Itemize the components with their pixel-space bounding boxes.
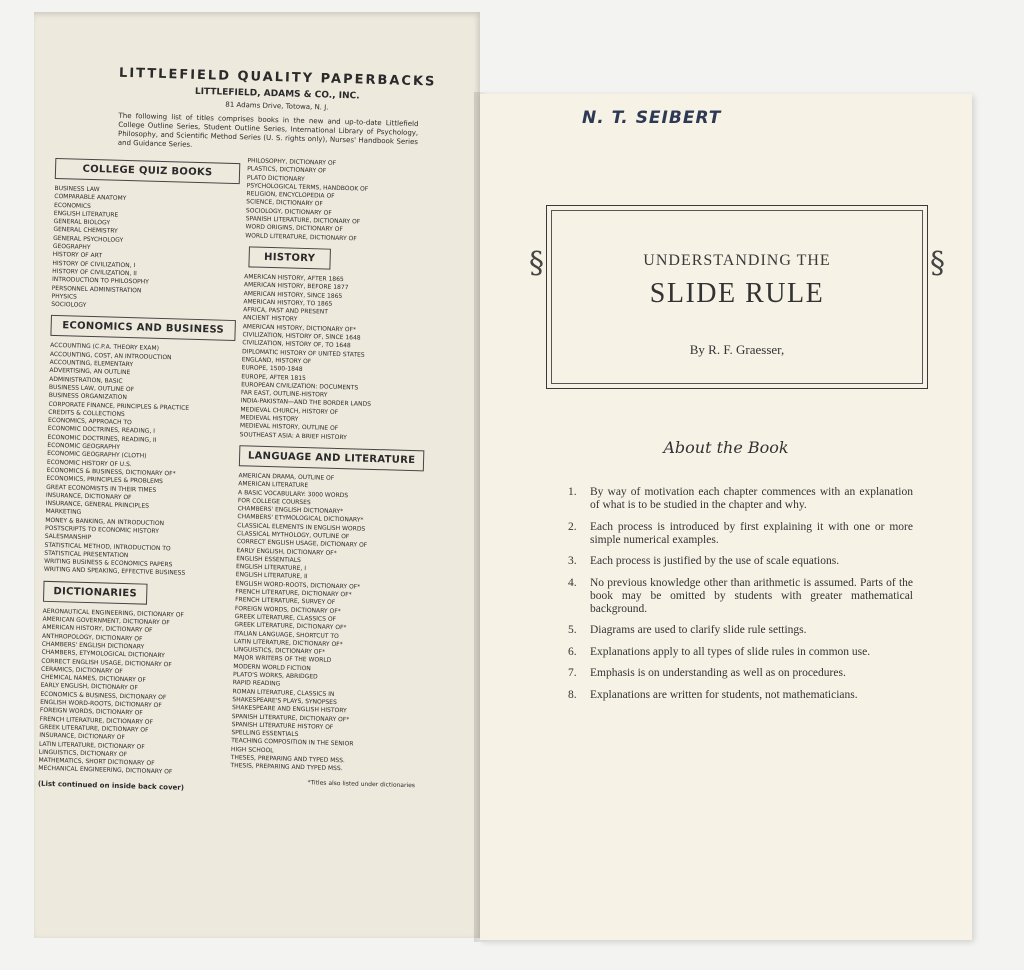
list-history bbox=[240, 273, 430, 444]
list-item: MARKETING bbox=[45, 508, 82, 517]
list-item: AMERICAN HISTORY, SINCE 1865 bbox=[243, 289, 343, 300]
title-line-1: UNDERSTANDING THE bbox=[643, 252, 831, 269]
list-item bbox=[568, 521, 913, 547]
list-item: GEOGRAPHY bbox=[52, 243, 91, 252]
list-item: LINGUISTICS, DICTIONARY OF bbox=[38, 748, 128, 759]
list-item: MAJOR WRITERS OF THE WORLD bbox=[233, 654, 332, 665]
list-item: ECONOMICS & BUSINESS, DICTIONARY OF bbox=[40, 690, 167, 702]
catalog-brand: LITTLEFIELD QUALITY PAPERBACKS bbox=[118, 65, 437, 90]
list-item: AMERICAN HISTORY, DICTIONARY OF bbox=[42, 624, 153, 635]
list-item: FRENCH LITERATURE, DICTIONARY OF* bbox=[235, 588, 352, 599]
catalog-intro: The following list of titles comprises books in the new and up-to-date Littlefield College Outline Series, Student Outline Series, International Library of Psychology, Philosophy, and Scientific Method Series (U. S. rights only), Nurses' Handbook Series and Guidance Series. bbox=[117, 111, 419, 149]
list-item: SPELLING ESSENTIALS bbox=[231, 729, 299, 739]
list-item: FAR EAST, OUTLINE-HISTORY bbox=[240, 389, 328, 399]
title-frame bbox=[529, 205, 945, 389]
list-item bbox=[568, 667, 913, 680]
point-text: Each process is justified by the use of scale equations. bbox=[590, 555, 840, 567]
about-points bbox=[568, 486, 913, 710]
list-item: PLASTICS, DICTIONARY OF bbox=[247, 165, 327, 175]
list-item: ANCIENT HISTORY bbox=[242, 314, 298, 324]
list-item: CHEMICAL NAMES, DICTIONARY OF bbox=[40, 673, 146, 684]
list-item: GREEK LITERATURE, CLASSICS OF bbox=[234, 613, 337, 623]
list-item: CORPORATE FINANCE, PRINCIPLES & PRACTICE bbox=[48, 400, 190, 412]
list-item: BUSINESS ORGANIZATION bbox=[48, 392, 127, 402]
flourish-left-icon: § bbox=[529, 246, 544, 281]
list-item: INTRODUCTION TO PHILOSOPHY bbox=[51, 276, 149, 286]
point-text: By way of motivation each chapter commences with an explanation of what is to be studied in the chapter and why. bbox=[590, 486, 913, 511]
list-item: HISTORY OF ART bbox=[52, 251, 103, 260]
list-item: WORD ORIGINS, DICTIONARY OF bbox=[245, 223, 343, 234]
list-economics bbox=[44, 342, 235, 579]
list-item: AMERICAN DRAMA, OUTLINE OF bbox=[238, 472, 335, 482]
list-item: ENGLISH LITERATURE, I bbox=[235, 563, 307, 573]
list-item: PLATO'S WORKS, ABRIDGED bbox=[232, 671, 318, 681]
list-item: ADMINISTRATION, BASIC bbox=[49, 375, 123, 385]
list-item: POSTSCRIPTS TO ECONOMIC HISTORY bbox=[44, 524, 160, 535]
list-item: EUROPEAN CIVILIZATION: DOCUMENTS bbox=[241, 381, 359, 392]
list-item: HIGH SCHOOL bbox=[230, 745, 274, 754]
list-item: COMPARABLE ANATOMY bbox=[54, 193, 127, 203]
list-item: CHAMBERS' ENGLISH DICTIONARY* bbox=[237, 505, 344, 516]
list-item: SOCIOLOGY bbox=[51, 301, 87, 310]
title-line-2: SLIDE RULE bbox=[649, 278, 825, 309]
list-item: ECONOMIC GEOGRAPHY bbox=[47, 441, 121, 451]
list-item: AFRICA, PAST AND PRESENT bbox=[243, 306, 329, 316]
list-item: ECONOMIC HISTORY OF U.S. bbox=[46, 458, 132, 468]
list-item: GENERAL PSYCHOLOGY bbox=[53, 234, 124, 244]
list-item: ACCOUNTING, COST, AN INTRODUCTION bbox=[49, 350, 172, 362]
point-number: 3. bbox=[568, 555, 577, 567]
left-page bbox=[34, 12, 480, 938]
point-text: Explanations are written for students, not mathematicians. bbox=[590, 688, 858, 701]
list-item: CLASSICAL MYTHOLOGY, OUTLINE OF bbox=[236, 530, 350, 541]
list-item: LATIN LITERATURE, DICTIONARY OF* bbox=[233, 637, 343, 649]
list-item: LATIN LITERATURE, DICTIONARY OF bbox=[38, 740, 145, 751]
list-item: PHILOSOPHY, DICTIONARY OF bbox=[247, 157, 337, 167]
list-item: HISTORY OF CIVILIZATION, I bbox=[52, 259, 136, 269]
list-item: ECONOMIC DOCTRINES, READING, I bbox=[47, 425, 156, 436]
right-page bbox=[480, 94, 972, 940]
list-item: FOREIGN WORDS, DICTIONARY OF* bbox=[234, 604, 341, 615]
list-item: ENGLISH WORD-ROOTS, DICTIONARY OF* bbox=[235, 579, 361, 591]
list-item: EARLY ENGLISH, DICTIONARY OF* bbox=[236, 546, 337, 557]
list-item: FRENCH LITERATURE, SURVEY OF bbox=[235, 596, 336, 607]
list-item: WRITING BUSINESS & ECONOMICS PAPERS bbox=[44, 557, 173, 569]
list-item: A BASIC VOCABULARY: 3000 WORDS bbox=[238, 488, 349, 499]
list-item: AMERICAN HISTORY, DICTIONARY OF* bbox=[242, 323, 357, 334]
point-text: No previous knowledge other than arithmetic is assumed. Parts of the book may be omitted by students with greater mathematical background. bbox=[590, 576, 913, 615]
about-heading: About the Book bbox=[663, 438, 789, 457]
list-item: THESES, PREPARING AND TYPED MSS. bbox=[230, 754, 345, 765]
list-language bbox=[230, 472, 423, 776]
point-text: Diagrams are used to clarify slide rule settings. bbox=[590, 624, 807, 636]
list-item: TEACHING COMPOSITION IN THE SENIOR bbox=[231, 737, 354, 748]
list-item: SALESMANSHIP bbox=[44, 533, 92, 542]
list-item: EUROPE, 1500-1848 bbox=[241, 364, 303, 374]
list-item: AMERICAN LITERATURE bbox=[238, 480, 309, 490]
list-item bbox=[568, 555, 913, 568]
list-item: ENGLISH LITERATURE, II bbox=[235, 571, 308, 581]
catalog-address: 81 Adams Drive, Totowa, N. J. bbox=[225, 100, 329, 112]
list-item bbox=[568, 624, 913, 637]
owner-signature: N. T. SEIBERT bbox=[582, 108, 722, 128]
list-item: SPANISH LITERATURE HISTORY OF bbox=[231, 720, 334, 731]
catalog-publisher: LITTLEFIELD, ADAMS & CO., INC. bbox=[194, 86, 360, 102]
list-item: HISTORY OF CIVILIZATION, II bbox=[52, 267, 137, 278]
list-item: EARLY ENGLISH, DICTIONARY OF bbox=[40, 682, 138, 692]
point-number: 7. bbox=[568, 667, 577, 679]
catalog-column-left bbox=[38, 152, 241, 793]
point-number: 8. bbox=[568, 688, 577, 701]
open-book bbox=[28, 8, 984, 943]
list-item bbox=[568, 646, 913, 659]
section-heading-economics: ECONOMICS AND BUSINESS bbox=[50, 315, 236, 341]
point-text: Each process is introduced by first explaining it with one or more simple numerical examples. bbox=[590, 520, 913, 546]
list-item: ADVERTISING, AN OUTLINE bbox=[49, 367, 131, 377]
list-item: BUSINESS LAW bbox=[54, 184, 100, 194]
list-philosophy bbox=[245, 157, 432, 245]
point-number: 5. bbox=[568, 624, 577, 636]
section-heading-history: HISTORY bbox=[248, 246, 331, 269]
list-item: MATHEMATICS, SHORT DICTIONARY OF bbox=[38, 756, 155, 768]
list-item: ROMAN LITERATURE, CLASSICS IN bbox=[232, 687, 335, 698]
list-item: INSURANCE, DICTIONARY OF bbox=[39, 731, 125, 742]
list-item: STATISTICAL METHOD, INTRODUCTION TO bbox=[44, 541, 171, 552]
author: By R. F. Graesser, bbox=[689, 342, 785, 357]
list-item: ANTHROPOLOGY, DICTIONARY OF bbox=[41, 632, 143, 643]
list-item: PHYSICS bbox=[51, 292, 77, 301]
list-item: SOUTHEAST ASIA: A BRIEF HISTORY bbox=[239, 430, 347, 441]
list-item: MONEY & BANKING, AN INTRODUCTION bbox=[45, 516, 165, 527]
list-item: PSYCHOLOGICAL TERMS, HANDBOOK OF bbox=[246, 182, 369, 193]
list-item: RAPID READING bbox=[232, 679, 281, 688]
list-item: ECONOMICS, PRINCIPLES & PROBLEMS bbox=[46, 475, 163, 486]
point-number: 2. bbox=[568, 520, 577, 533]
list-item: AERONAUTICAL ENGINEERING, DICTIONARY OF bbox=[42, 607, 185, 619]
list-item: DIPLOMATIC HISTORY OF UNITED STATES bbox=[241, 347, 365, 359]
list-item: INSURANCE, GENERAL PRINCIPLES bbox=[45, 499, 150, 510]
list-college-quiz bbox=[51, 185, 239, 315]
list-item: GENERAL BIOLOGY bbox=[53, 218, 111, 227]
point-number: 6. bbox=[568, 645, 577, 658]
section-heading-language: LANGUAGE AND LITERATURE bbox=[239, 445, 425, 471]
catalog-column-right bbox=[230, 157, 432, 789]
list-item: GENERAL CHEMISTRY bbox=[53, 226, 118, 236]
list-item: AMERICAN HISTORY, BEFORE 1877 bbox=[243, 281, 349, 292]
list-item: ENGLAND, HISTORY OF bbox=[241, 356, 312, 366]
list-item: SPANISH LITERATURE, DICTIONARY OF* bbox=[231, 712, 350, 723]
list-item: CHAMBERS, ETYMOLOGICAL DICTIONARY bbox=[41, 649, 165, 660]
continued-note: (List continued on inside back cover) bbox=[37, 779, 185, 792]
list-item: FRENCH LITERATURE, DICTIONARY OF bbox=[39, 715, 154, 726]
section-heading-college-quiz: COLLEGE QUIZ BOOKS bbox=[55, 158, 241, 184]
list-item: INDIA-PAKISTAN—AND THE BORDER LANDS bbox=[240, 397, 372, 409]
list-item: CHAMBERS' ETYMOLOGICAL DICTIONARY* bbox=[237, 513, 364, 525]
list-item bbox=[568, 486, 913, 512]
list-item: SHAKESPEARE AND ENGLISH HISTORY bbox=[231, 704, 347, 715]
list-item: SCIENCE, DICTIONARY OF bbox=[246, 198, 323, 208]
list-item: MODERN WORLD FICTION bbox=[233, 662, 311, 673]
list-item: MEDIEVAL HISTORY bbox=[240, 414, 299, 423]
list-item: GREAT ECONOMISTS IN THEIR TIMES bbox=[46, 483, 157, 494]
list-item: ACCOUNTING, ELEMENTARY bbox=[49, 358, 134, 369]
list-item: PERSONNEL ADMINISTRATION bbox=[51, 284, 142, 294]
list-item: CERAMICS, DICTIONARY OF bbox=[41, 665, 123, 675]
list-item: EUROPE, AFTER 1815 bbox=[241, 372, 306, 382]
list-item bbox=[568, 577, 913, 616]
list-item: CORRECT ENGLISH USAGE, DICTIONARY OF bbox=[41, 657, 172, 668]
point-number: 1. bbox=[568, 486, 577, 498]
list-item: WORLD LITERATURE, DICTIONARY OF bbox=[245, 231, 357, 243]
list-item: ACCOUNTING (C.P.A. THEORY EXAM) bbox=[50, 342, 160, 353]
list-item: ENGLISH WORD-ROOTS, DICTIONARY OF bbox=[40, 698, 162, 710]
point-text: Explanations apply to all types of slide rules in common use. bbox=[590, 645, 871, 658]
flourish-right-icon: § bbox=[930, 246, 945, 281]
list-item: CORRECT ENGLISH USAGE, DICTIONARY OF bbox=[236, 538, 368, 550]
list-item: GREEK LITERATURE, DICTIONARY OF bbox=[39, 723, 149, 734]
list-item: CLASSICAL ELEMENTS IN ENGLISH WORDS bbox=[237, 521, 366, 533]
list-item: SPANISH LITERATURE, DICTIONARY OF bbox=[245, 215, 361, 226]
list-item: FOR COLLEGE COURSES bbox=[237, 496, 311, 507]
list-item: PLATO DICTIONARY bbox=[246, 173, 305, 183]
list-item: AMERICAN GOVERNMENT, DICTIONARY OF bbox=[42, 615, 170, 627]
list-dictionaries bbox=[38, 608, 228, 779]
point-text: Emphasis is on understanding as well as on procedures. bbox=[590, 667, 846, 679]
list-item: AMERICAN HISTORY, TO 1865 bbox=[243, 298, 333, 308]
list-item: SOCIOLOGY, DICTIONARY OF bbox=[245, 207, 332, 217]
list-item: ECONOMIC GEOGRAPHY (CLOTH) bbox=[47, 450, 147, 460]
list-item: ECONOMICS & BUSINESS, DICTIONARY OF* bbox=[46, 466, 176, 478]
list-item: ECONOMICS, APPROACH TO bbox=[47, 416, 132, 427]
list-item: MEDIEVAL CHURCH, HISTORY OF bbox=[240, 405, 339, 416]
list-item: CREDITS & COLLECTIONS bbox=[48, 408, 125, 418]
list-item: AMERICAN HISTORY, AFTER 1865 bbox=[244, 273, 344, 284]
list-item: FOREIGN WORDS, DICTIONARY OF bbox=[39, 707, 143, 717]
list-item: RELIGION, ENCYCLOPEDIA OF bbox=[246, 190, 335, 200]
list-item: MECHANICAL ENGINEERING, DICTIONARY OF bbox=[38, 765, 173, 776]
section-heading-dictionaries: DICTIONARIES bbox=[43, 581, 148, 605]
list-item: ITALIAN LANGUAGE, SHORTCUT TO bbox=[234, 629, 339, 640]
list-item: WRITING AND SPEAKING, EFFECTIVE BUSINESS bbox=[43, 566, 186, 578]
list-item: CIVILIZATION, HISTORY OF, TO 1648 bbox=[242, 339, 351, 350]
list-item: THESIS, PREPARING AND TYPED MSS. bbox=[230, 762, 343, 773]
list-item: SHAKESPEARE'S PLAYS, SYNOPSES bbox=[232, 696, 337, 706]
catalog bbox=[34, 64, 438, 934]
list-item: ENGLISH ESSENTIALS bbox=[236, 555, 301, 564]
list-item: CHAMBERS' ENGLISH DICTIONARY bbox=[41, 640, 145, 651]
list-item: ENGLISH LITERATURE bbox=[53, 209, 119, 219]
list-item: ECONOMIC DOCTRINES, READING, II bbox=[47, 433, 157, 444]
list-item: MEDIEVAL HISTORY, OUTLINE OF bbox=[239, 422, 339, 433]
list-item bbox=[568, 689, 913, 702]
list-item: GREEK LITERATURE, DICTIONARY OF* bbox=[234, 621, 347, 632]
list-item: INSURANCE, DICTIONARY OF bbox=[45, 491, 132, 502]
list-item: BUSINESS LAW, OUTLINE OF bbox=[48, 383, 135, 394]
list-item: STATISTICAL PRESENTATION bbox=[44, 549, 129, 560]
titles-note: *Titles also listed under dictionaries bbox=[307, 778, 416, 789]
list-item: CIVILIZATION, HISTORY OF, SINCE 1648 bbox=[242, 331, 361, 342]
point-number: 4. bbox=[568, 576, 577, 589]
list-item: ECONOMICS bbox=[53, 201, 92, 210]
list-item: LINGUISTICS, DICTIONARY OF* bbox=[233, 646, 326, 656]
